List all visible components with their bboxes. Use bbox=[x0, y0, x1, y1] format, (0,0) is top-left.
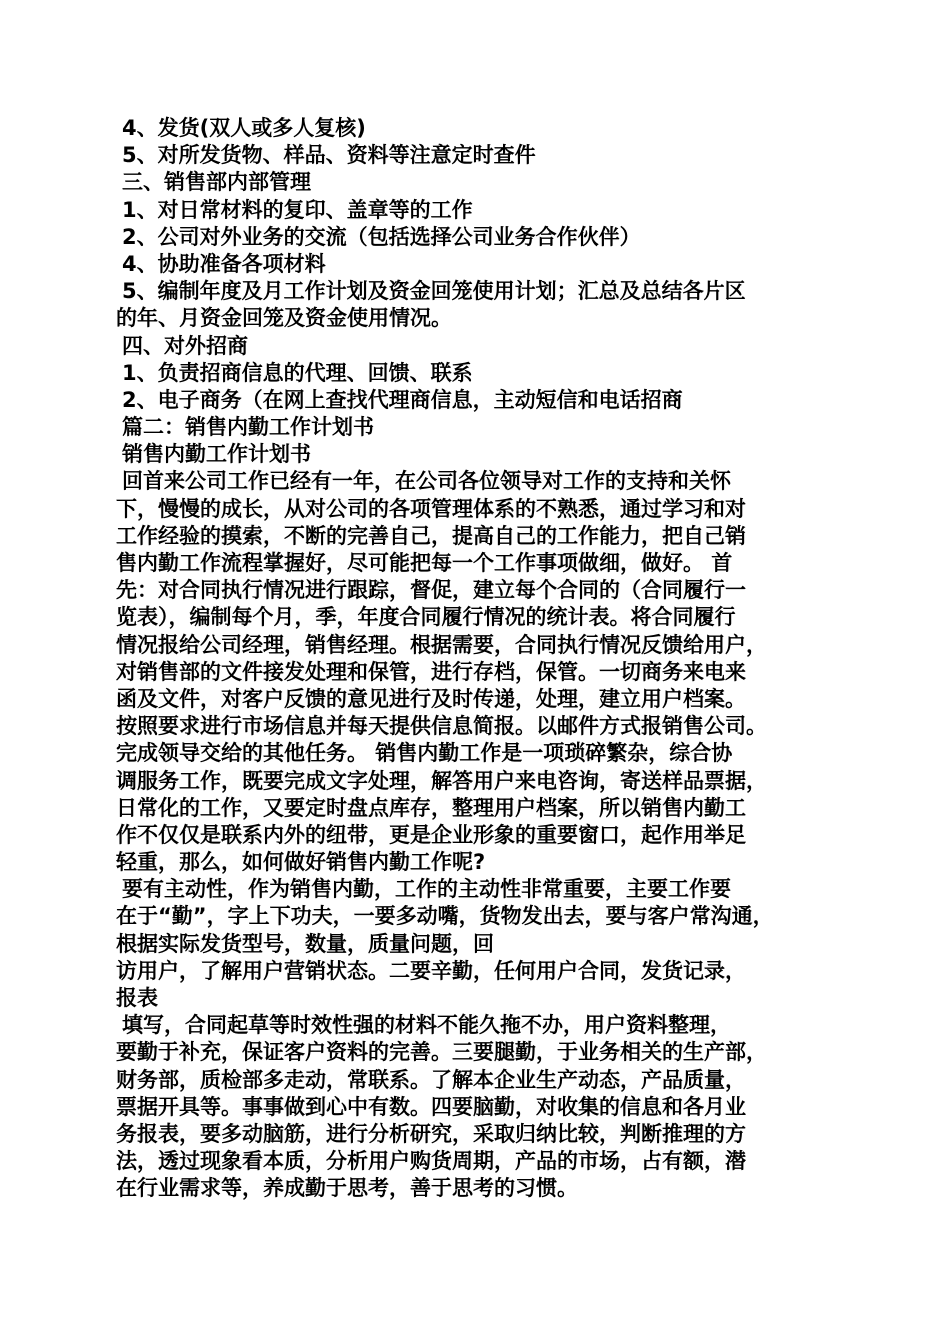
text-line: 财务部，质检部多走动，常联系。了解本企业生产动态，产品质量， bbox=[116, 1067, 746, 1092]
text-line: 函及文件，对客户反馈的意见进行及时传递，处理，建立用户档案。 bbox=[116, 686, 746, 711]
text-line: 5、对所发货物、样品、资料等注意定时查件 bbox=[122, 143, 536, 168]
text-line: 填写，合同起草等时效性强的材料不能久拖不办，用户资料整理， bbox=[122, 1013, 731, 1038]
text-line: 法，透过现象看本质，分析用户购货周期，产品的市场，占有额，潜 bbox=[116, 1149, 746, 1174]
text-line: 1、负责招商信息的代理、回馈、联系 bbox=[122, 360, 473, 385]
text-line: 销售内勤工作计划书 bbox=[122, 442, 311, 467]
text-line: 1、对日常材料的复印、盖章等的工作 bbox=[122, 197, 473, 222]
text-line: 访用户，了解用户营销状态。二要辛勤，任何用户合同，发货记录， bbox=[116, 958, 746, 983]
text-line: 2、电子商务（在网上查找代理商信息，主动短信和电话招商 bbox=[122, 387, 683, 412]
text-line: 回首来公司工作已经有一年，在公司各位领导对工作的支持和关怀 bbox=[122, 469, 731, 494]
text-line: 票据开具等。事事做到心中有数。四要脑勤，对收集的信息和各月业 bbox=[116, 1094, 746, 1119]
text-line: 5、编制年度及月工作计划及资金回笼使用计划；汇总及总结各片区 bbox=[122, 279, 746, 304]
text-line: 在于“勤”，字上下功夫，一要多动嘴，货物发出去，要与客户常沟通， bbox=[116, 904, 774, 929]
text-line: 要勤于补充，保证客户资料的完善。三要腿勤，于业务相关的生产部， bbox=[116, 1040, 767, 1065]
text-line: 在行业需求等，养成勤于思考，善于思考的习惯。 bbox=[116, 1176, 578, 1201]
text-line: 4、发货(双人或多人复核) bbox=[122, 116, 366, 140]
text-line: 览表），编制每个月，季，年度合同履行情况的统计表。将合同履行 bbox=[116, 605, 736, 630]
text-line: 日常化的工作，又要定时盘点库存，整理用户档案，所以销售内勤工 bbox=[116, 795, 746, 820]
text-line: 调服务工作，既要完成文字处理，解答用户来电咨询，寄送样品票据， bbox=[116, 768, 767, 793]
text-line: 4、协助准备各项材料 bbox=[122, 251, 326, 276]
text-line: 四、对外招商 bbox=[122, 333, 248, 358]
text-line: 的年、月资金回笼及资金使用情况。 bbox=[116, 306, 452, 331]
text-line: 作不仅仅是联系内外的纽带，更是企业形象的重要窗口，起作用举足 bbox=[116, 822, 746, 847]
text-line: 篇二：销售内勤工作计划书 bbox=[122, 415, 374, 440]
text-line: 工作经验的摸索，不断的完善自己，提高自己的工作能力，把自己销 bbox=[116, 523, 746, 548]
text-line: 完成领导交给的其他任务。 销售内勤工作是一项琐碎繁杂，综合协 bbox=[116, 741, 733, 766]
text-line: 根据实际发货型号，数量，质量问题，回 bbox=[116, 931, 494, 956]
text-line: 三、销售部内部管理 bbox=[122, 170, 311, 195]
text-line: 2、公司对外业务的交流（包括选择公司业务合作伙伴） bbox=[122, 224, 641, 249]
text-line: 轻重，那么，如何做好销售内勤工作呢? bbox=[116, 850, 486, 875]
document-body bbox=[116, 115, 856, 1203]
text-line: 下，慢慢的成长，从对公司的各项管理体系的不熟悉，通过学习和对 bbox=[116, 496, 746, 521]
text-line: 按照要求进行市场信息并每天提供信息简报。以邮件方式报销售公司。 bbox=[116, 714, 767, 739]
text-line: 情况报给公司经理，销售经理。根据需要，合同执行情况反馈给用户， bbox=[116, 632, 767, 657]
text-line: 要有主动性，作为销售内勤，工作的主动性非常重要，主要工作要 bbox=[122, 877, 731, 902]
text-line: 务报表，要多动脑筋，进行分析研究，采取归纳比较，判断推理的方 bbox=[116, 1121, 746, 1146]
text-line: 售内勤工作流程掌握好，尽可能把每一个工作事项做细，做好。 首 bbox=[116, 551, 733, 575]
text-line: 先：对合同执行情况进行跟踪，督促，建立每个合同的（合同履行一 bbox=[116, 578, 746, 603]
text-line: 对销售部的文件接发处理和保管，进行存档，保管。一切商务来电来 bbox=[116, 659, 746, 684]
text-line: 报表 bbox=[116, 986, 158, 1010]
